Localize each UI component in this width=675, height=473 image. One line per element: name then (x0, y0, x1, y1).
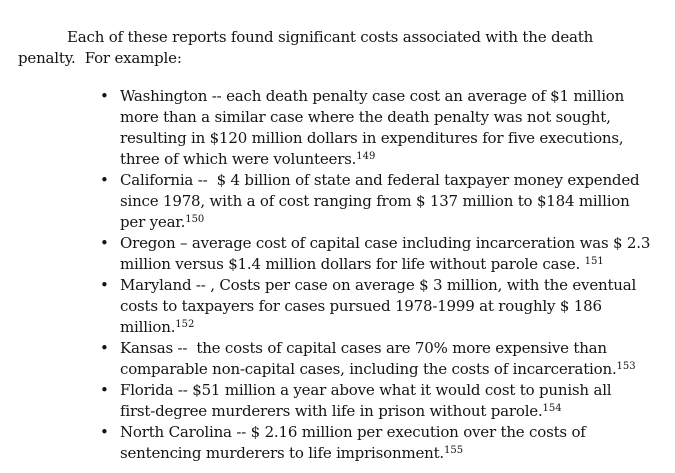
bullet-line: more than a similar case where the death penalty was not sought, (120, 108, 611, 126)
bullet-line: Oregon – average cost of capital case including incarceration was $ 2.3 (120, 234, 651, 252)
bullet-line: since 1978, with a of cost ranging from $ 137 million to $184 million (120, 192, 630, 210)
footnote-ref: 154 (542, 403, 562, 414)
bullet-line: Kansas -- the costs of capital cases are 70% more expensive than (120, 339, 607, 357)
bullet-line: Washington -- each death penalty case cost an average of $1 million (120, 87, 625, 105)
bullet-marker: • (100, 171, 109, 189)
bullet-marker: • (100, 381, 109, 399)
bullet-line-text: sentencing murderers to life imprisonment. (120, 444, 445, 462)
bullet-marker: • (100, 234, 109, 252)
intro-paragraph (18, 27, 657, 69)
footnote-ref: 155 (444, 445, 464, 456)
bullet-line-text: three of which were volunteers. (120, 150, 357, 168)
bullet-marker: • (100, 276, 109, 294)
bullet-line (120, 443, 657, 464)
bullet-line: North Carolina -- $ 2.16 million per execution over the costs of (120, 423, 586, 441)
bullet-line (120, 359, 657, 380)
bullet-line-text: million versus $1.4 million dollars for life without parole case. (120, 255, 585, 273)
footnote-ref: 149 (356, 151, 376, 162)
bullet-marker: • (100, 87, 109, 105)
bullet-line: costs to taxpayers for cases pursued 1978-1999 at roughly $ 186 (120, 297, 602, 315)
intro-line: penalty. For example: (18, 49, 182, 67)
bullet-item-north-carolina (100, 422, 657, 464)
bullet-line-text: first-degree murderers with life in prison without parole. (120, 402, 543, 420)
bullet-item-kansas (100, 338, 657, 380)
footnote-ref: 150 (185, 214, 205, 225)
intro-line: Each of these reports found significant costs associated with the death (67, 28, 594, 46)
bullet-item-oregon (100, 233, 657, 275)
bullet-line (120, 401, 657, 422)
bullet-item-washington (100, 86, 657, 170)
bullet-line-text: million. (120, 318, 176, 336)
footnote-ref: 151 (584, 256, 604, 267)
bullet-line (120, 212, 657, 233)
bullet-line (120, 254, 657, 275)
bullet-item-california (100, 170, 657, 233)
bullet-line: resulting in $120 million dollars in expenditures for five executions, (120, 129, 624, 147)
bullet-item-maryland (100, 275, 657, 338)
bullet-line: Maryland -- , Costs per case on average $ 3 million, with the eventual (120, 276, 637, 294)
bullet-marker: • (100, 423, 109, 441)
bullet-line: Florida -- $51 million a year above what it would cost to punish all (120, 381, 612, 399)
bullet-marker: • (100, 339, 109, 357)
cost-bullet-list (100, 86, 657, 464)
bullet-line (120, 317, 657, 338)
bullet-line (120, 149, 657, 170)
footnote-ref: 152 (175, 319, 195, 330)
footnote-ref: 153 (616, 361, 636, 372)
bullet-line-text: per year. (120, 213, 186, 231)
bullet-line: California -- $ 4 billion of state and federal taxpayer money expended (120, 171, 640, 189)
bullet-line-text: comparable non-capital cases, including the costs of incarceration. (120, 360, 617, 378)
bullet-item-florida (100, 380, 657, 422)
